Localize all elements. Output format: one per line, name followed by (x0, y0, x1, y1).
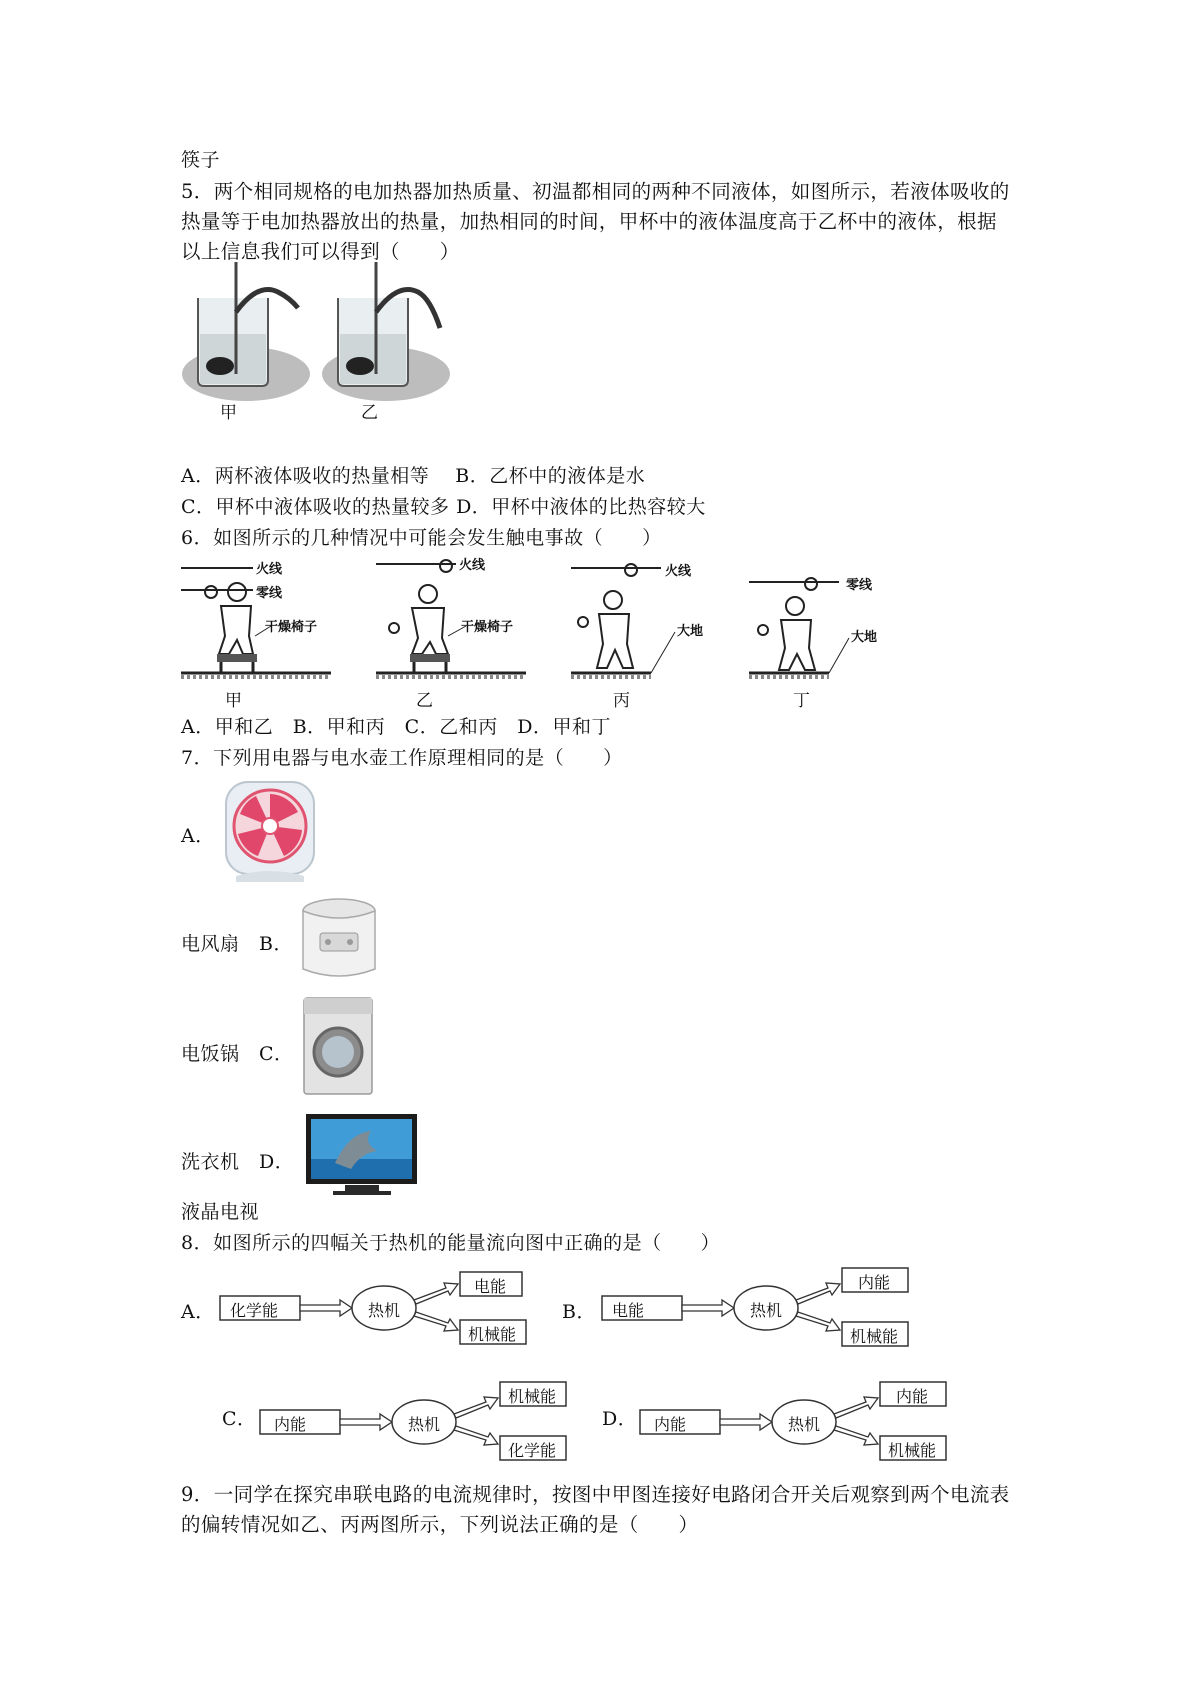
lcd-tv-image (305, 1113, 418, 1197)
q5-stem: 5．两个相同规格的电加热器加热质量、初温都相同的两种不同液体，如图所示，若液体吸收的热量等于电加热器放出的热量，加热相同的时间，甲杯中的液体温度高于乙杯中的液体，根据以上信息我们可以得到（ ） (181, 180, 1010, 263)
q9-stem: 9．一同学在探究串联电路的电流规律时，按图中甲图连接好电路闭合开关后观察到两个电流表的偏转情况如乙、丙两图所示，下列说法正确的是（ ） (181, 1483, 1010, 1536)
q6-ding-neutral-label: 零线 (846, 578, 873, 593)
q8-diagram-d (638, 1380, 950, 1464)
q8-d-out1: 内能 (896, 1387, 929, 1406)
q8-c-input: 内能 (274, 1415, 307, 1434)
q8-diagram-a (218, 1270, 528, 1350)
q7-last-caption: 液晶电视 (181, 1201, 260, 1223)
rice-cooker-image (298, 895, 380, 985)
q8-c-out1: 机械能 (508, 1387, 557, 1406)
q6-jia-neutral-label: 零线 (256, 586, 283, 601)
q6-options: A．甲和乙 B．甲和丙 C．乙和丙 D．甲和丁 (181, 716, 611, 738)
q8-d-input: 内能 (654, 1415, 687, 1434)
q8-c-letter: C． (222, 1408, 257, 1430)
q7-option-a-label: A． (181, 825, 215, 847)
q8-b-out2: 机械能 (850, 1327, 899, 1346)
q6-yi-live-label: 火线 (459, 558, 486, 573)
q8-d-engine: 热机 (788, 1415, 821, 1434)
q7-row-c-label: 电饭锅 C． (181, 1043, 294, 1065)
q8-a-input: 化学能 (230, 1301, 279, 1320)
q6-jia-live-label: 火线 (256, 562, 283, 577)
q6-label-ding: 丁 (793, 691, 810, 711)
q8-d-out2: 机械能 (888, 1441, 937, 1460)
q6-label-bing: 丙 (613, 691, 630, 711)
q8-diagram-b (600, 1266, 912, 1350)
q6-ding-ground-label: 大地 (851, 630, 878, 645)
q7-row-b-label: 电风扇 B． (181, 933, 293, 955)
q5-figure (178, 262, 478, 452)
q8-d-letter: D． (602, 1408, 638, 1430)
q6-bing-ground-label: 大地 (677, 624, 704, 639)
q8-b-out1: 内能 (858, 1273, 891, 1292)
q7-row-d-label: 洗衣机 D． (181, 1151, 295, 1173)
q8-c-engine: 热机 (408, 1415, 441, 1434)
q6-label-jia: 甲 (225, 691, 242, 711)
q5-label-yi: 乙 (361, 403, 378, 423)
q8-a-letter: A． (181, 1301, 215, 1323)
q6-figure (181, 558, 941, 711)
q8-b-letter: B． (562, 1301, 596, 1323)
q8-stem: 8．如图所示的四幅关于热机的能量流向图中正确的是（ ） (181, 1232, 721, 1254)
carry-over-text: 筷子 (181, 149, 221, 171)
washing-machine-image (302, 996, 374, 1098)
q7-stem: 7．下列用电器与电水壶工作原理相同的是（ ） (181, 747, 623, 769)
q5-options-line1: A．两杯液体吸收的热量相等 B．乙杯中的液体是水 (181, 465, 646, 487)
q8-b-engine: 热机 (750, 1301, 783, 1320)
q6-label-yi: 乙 (416, 691, 433, 711)
q5-label-jia: 甲 (220, 403, 237, 423)
q8-a-engine: 热机 (368, 1301, 401, 1320)
electric-fan-image (218, 778, 322, 886)
q8-diagram-c (258, 1380, 570, 1464)
q8-b-input: 电能 (612, 1301, 645, 1320)
q6-stem: 6．如图所示的几种情况中可能会发生触电事故（ ） (181, 527, 662, 549)
q6-bing-live-label: 火线 (665, 564, 692, 579)
q5-options-line2: C．甲杯中液体吸收的热量较多 D．甲杯中液体的比热容较大 (181, 496, 706, 518)
q8-c-out2: 化学能 (508, 1441, 557, 1460)
q8-a-out2: 机械能 (468, 1325, 517, 1344)
q6-yi-chair-label: 干燥椅子 (461, 620, 514, 635)
q8-a-out1: 电能 (474, 1277, 507, 1296)
q6-jia-chair-label: 干燥椅子 (265, 620, 318, 635)
